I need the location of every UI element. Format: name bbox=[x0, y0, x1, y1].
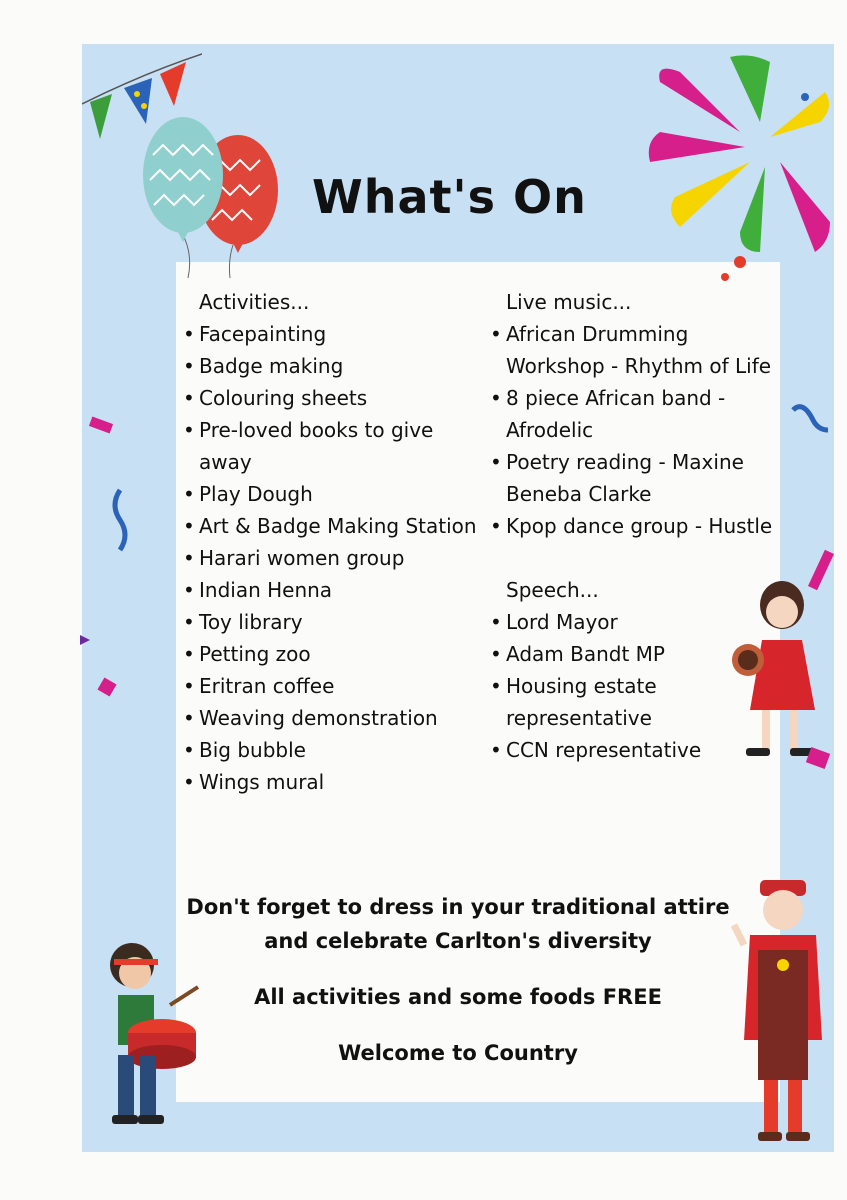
list-item: • African Drumming Workshop - Rhythm of Life bbox=[490, 318, 780, 382]
list-item: • Colouring sheets bbox=[183, 382, 483, 414]
list-item: • Big bubble bbox=[183, 734, 483, 766]
free-note: All activities and some foods FREE bbox=[254, 985, 662, 1009]
welcome-note: Welcome to Country bbox=[338, 1041, 578, 1065]
list-item: • Kpop dance group - Hustle bbox=[490, 510, 780, 542]
list-item: • Wings mural bbox=[183, 766, 483, 798]
list-item: • Pre-loved books to give away bbox=[183, 414, 483, 478]
list-item: • Harari women group bbox=[183, 542, 483, 574]
activities-column bbox=[183, 286, 483, 798]
page-title: What's On bbox=[312, 170, 587, 224]
list-item: • Eritran coffee bbox=[183, 670, 483, 702]
list-item: • Lord Mayor bbox=[490, 606, 780, 638]
list-item: • 8 piece African band - Afrodelic bbox=[490, 382, 780, 446]
list-item: • Badge making bbox=[183, 350, 483, 382]
dress-note-line1: Don't forget to dress in your traditional attire bbox=[186, 895, 730, 919]
list-item: • CCN representative bbox=[490, 734, 780, 766]
music-speech-column bbox=[490, 286, 780, 766]
dress-note bbox=[82, 890, 834, 958]
live-music-heading: Live music... bbox=[506, 290, 632, 314]
confetti-icon bbox=[80, 400, 140, 720]
speech-heading: Speech... bbox=[506, 578, 599, 602]
balloons-icon bbox=[138, 110, 288, 280]
list-item: • Indian Henna bbox=[183, 574, 483, 606]
confetti-burst-icon bbox=[640, 52, 840, 292]
list-item: • Art & Badge Making Station bbox=[183, 510, 483, 542]
list-item: • Weaving demonstration bbox=[183, 702, 483, 734]
list-item: • Housing estate representative bbox=[490, 670, 780, 734]
list-item: • Play Dough bbox=[183, 478, 483, 510]
list-item: • Petting zoo bbox=[183, 638, 483, 670]
spacer bbox=[490, 542, 780, 574]
activities-heading: Activities... bbox=[199, 290, 310, 314]
list-item: • Facepainting bbox=[183, 318, 483, 350]
list-item: • Toy library bbox=[183, 606, 483, 638]
list-item: • Adam Bandt MP bbox=[490, 638, 780, 670]
boy-drum-illustration bbox=[90, 935, 220, 1135]
list-item: • Poetry reading - Maxine Beneba Clarke bbox=[490, 446, 780, 510]
dress-note-line2: and celebrate Carlton's diversity bbox=[264, 929, 652, 953]
